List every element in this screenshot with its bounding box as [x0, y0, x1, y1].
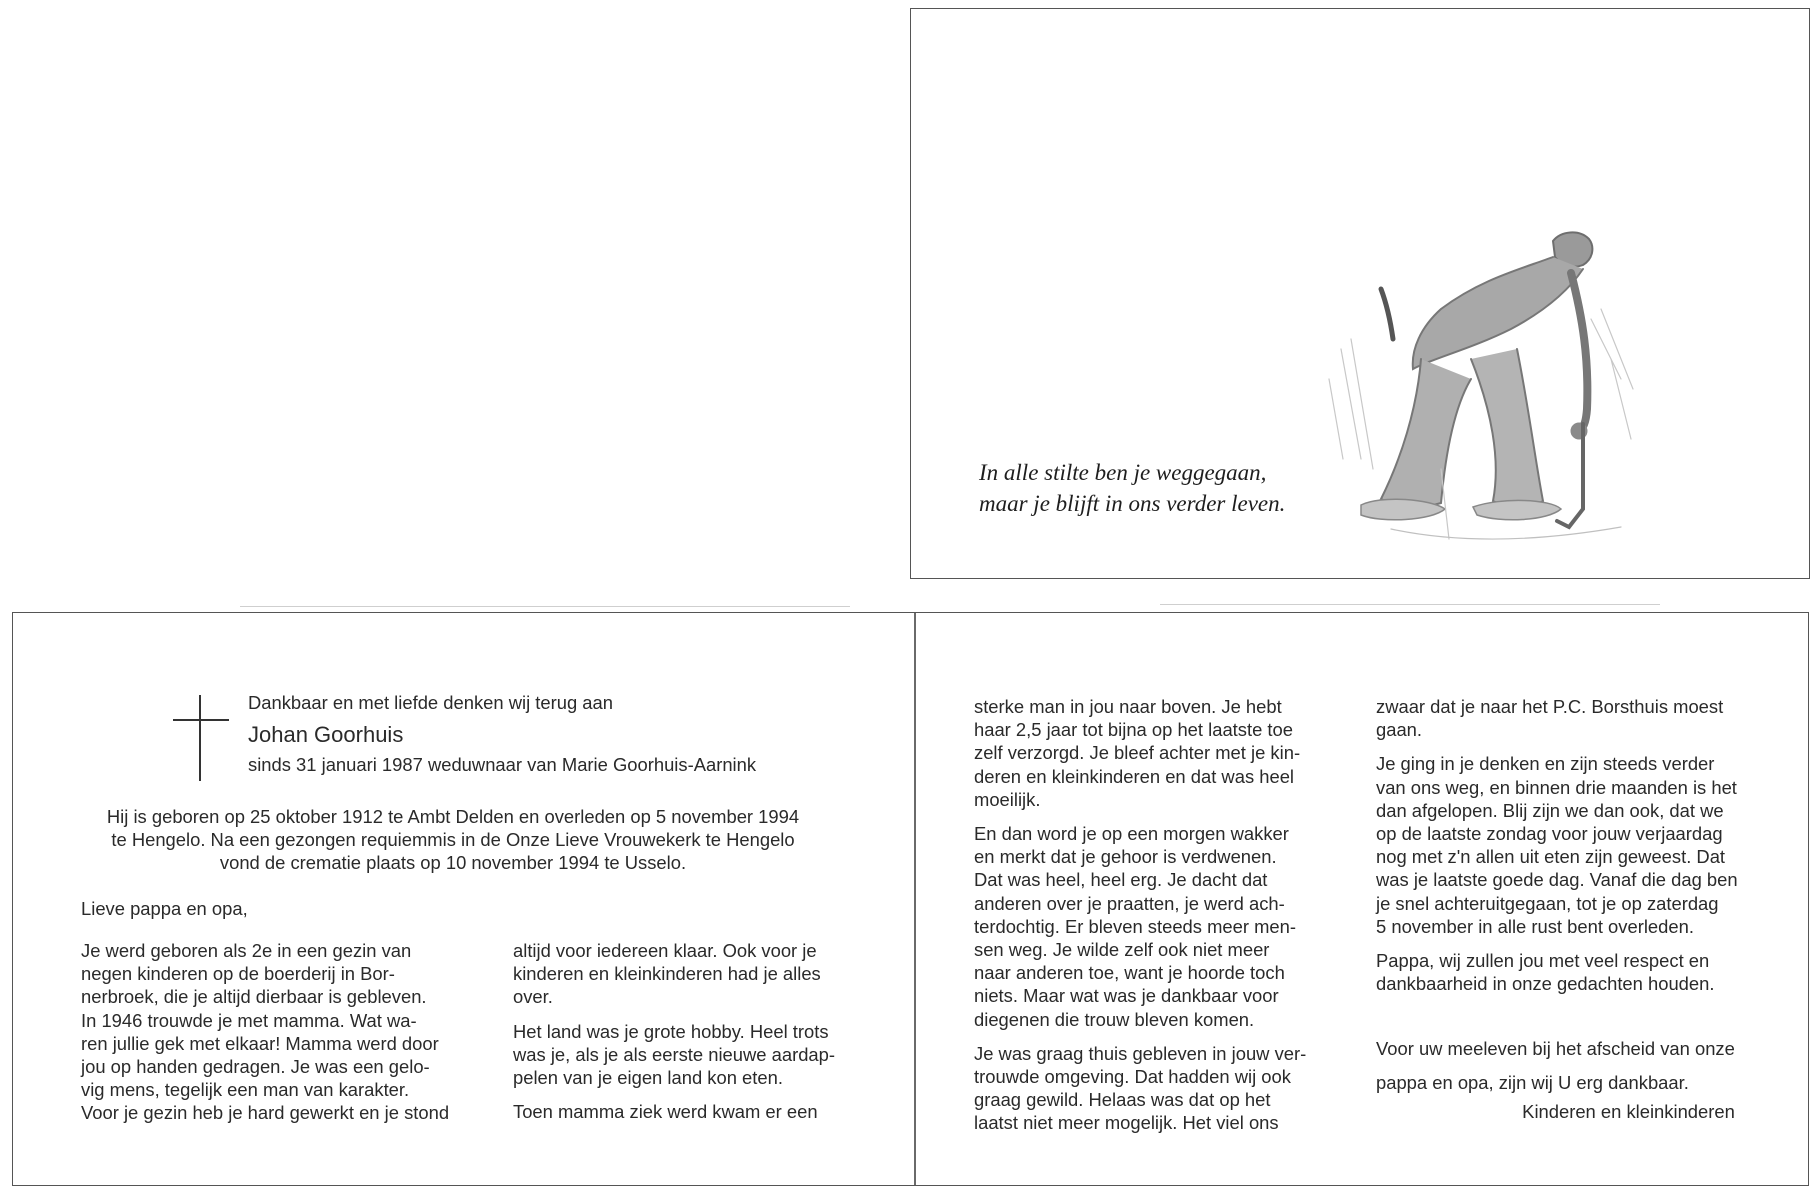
poem-line: maar je blijft in ons verder leven.: [979, 491, 1286, 516]
text-line: deren en kleinkinderen en dat was heel: [974, 765, 1295, 787]
text-line: nerbroek, die je altijd dierbaar is gebleven.: [81, 986, 427, 1008]
text-line: zwaar dat je naar het P.C. Borsthuis moest: [1376, 696, 1724, 717]
paragraph: [513, 1100, 835, 1123]
text-line: Pappa, wij zullen jou met veel respect en: [1376, 950, 1710, 972]
cross-icon: [199, 695, 201, 781]
text-line: diegenen die trouw bleven komen.: [974, 1008, 1255, 1030]
paragraph: [513, 939, 835, 1009]
text-line: dan afgelopen. Blij zijn we dan ook, dat we: [1376, 799, 1724, 821]
paragraph: [1376, 752, 1738, 938]
text-line: kinderen en kleinkinderen had je alles: [513, 963, 821, 985]
text-column-4: [1376, 695, 1738, 995]
text-column-3: [974, 695, 1306, 1135]
text-line: zelf verzorgd. Je bleef achter met je kin-: [974, 742, 1301, 764]
text-line: anderen over je praatten, je werd ach-: [974, 892, 1285, 914]
text-line: nog met z'n allen uit eten zijn geweest. Dat: [1376, 846, 1726, 868]
text-line: was je, als je als eerste nieuwe aardap-: [513, 1043, 836, 1065]
deceased-name: Johan Goorhuis: [248, 722, 404, 747]
text-line: gaan.: [1376, 719, 1423, 741]
text-line: Je was graag thuis gebleven in jouw ver-: [974, 1042, 1307, 1064]
text-line: En dan word je op een morgen wakker: [974, 823, 1289, 845]
text-line: laatst niet meer mogelijk. Het viel ons: [974, 1112, 1279, 1134]
greeting: Lieve pappa en opa,: [81, 898, 248, 919]
text-line: jou op handen gedragen. Je was een gelo-: [81, 1056, 430, 1078]
text-line: over.: [513, 986, 553, 1008]
paragraph: [1376, 695, 1738, 741]
text-line: Dat was heel, heel erg. Je dacht dat: [974, 869, 1268, 891]
text-column-1: [81, 939, 449, 1125]
text-line: je snel achteruitgegaan, tot je op zaterdag: [1376, 892, 1719, 914]
text-line: trouwde omgeving. Dat hadden wij ook: [974, 1066, 1291, 1088]
card-front: [910, 8, 1810, 579]
header-intro: Dankbaar en met liefde denken wij terug aan: [248, 692, 613, 713]
text-line: was je laatste goede dag. Vanaf die dag ben: [1376, 869, 1738, 891]
text-line: moeilijk.: [974, 788, 1041, 810]
text-line: niets. Maar wat was je dankbaar voor: [974, 985, 1279, 1007]
text-line: In 1946 trouwde je met mamma. Wat wa-: [81, 1009, 417, 1031]
poem-line: In alle stilte ben je weggegaan,: [979, 460, 1267, 485]
text-line: altijd voor iedereen klaar. Ook voor je: [513, 940, 817, 961]
scan-line: [1160, 604, 1660, 605]
text-line: Je werd geboren als 2e in een gezin van: [81, 940, 412, 961]
cross-icon-bar: [173, 719, 229, 721]
signature: Kinderen en kleinkinderen: [1522, 1101, 1735, 1123]
text-line: vig mens, tegelijk een man van karakter.: [81, 1079, 410, 1101]
text-line: terdochtig. Er bleven steeds meer men-: [974, 915, 1296, 937]
paragraph: [1376, 949, 1738, 995]
text-line: en merkt dat je gehoor is verdwenen.: [974, 846, 1277, 868]
thanks-block: [1376, 1037, 1735, 1124]
text-line: Het land was je grote hobby. Heel trots: [513, 1020, 829, 1042]
text-line: Toen mamma ziek werd kwam er een: [513, 1101, 818, 1123]
biography: [73, 805, 833, 875]
text-line: naar anderen toe, want je hoorde toch: [974, 962, 1285, 984]
paragraph: [81, 939, 449, 1125]
poem: [979, 457, 1285, 519]
text-line: 5 november in alle rust bent overleden.: [1376, 915, 1694, 937]
paragraph: [974, 1042, 1306, 1135]
bio-line: Hij is geboren op 25 oktober 1912 te Ambt Delden en overleden op 5 november 1994: [106, 806, 800, 827]
text-line: haar 2,5 jaar tot bijna op het laatste toe: [974, 719, 1293, 741]
text-line: van ons weg, en binnen drie maanden is het: [1376, 776, 1737, 798]
text-line: sterke man in jou naar boven. Je hebt: [974, 696, 1282, 717]
card-inside: [12, 612, 1809, 1186]
text-line: ren jullie gek met elkaar! Mamma werd door: [81, 1032, 439, 1054]
scan-line: [240, 606, 850, 607]
bio-line: te Hengelo. Na een gezongen requiemmis in de Onze Lieve Vrouwekerk te Hengelo: [111, 829, 795, 851]
widower-line: sinds 31 januari 1987 weduwnaar van Marie Goorhuis-Aarnink: [248, 754, 757, 775]
bio-line: vond de crematie plaats op 10 november 1994 te Usselo.: [219, 852, 687, 874]
text-line: negen kinderen op de boerderij in Bor-: [81, 963, 395, 985]
text-line: sen weg. Je wilde zelf ook niet meer: [974, 939, 1270, 961]
text-line: dankbaarheid in onze gedachten houden.: [1376, 973, 1715, 995]
text-line: graag gewild. Helaas was dat op het: [974, 1089, 1271, 1111]
paragraph: [974, 822, 1306, 1031]
paragraph: [513, 1020, 835, 1090]
text-line: op de laatste zondag voor jouw verjaardag: [1376, 823, 1723, 845]
paragraph: [974, 695, 1306, 811]
memorial-header: [248, 691, 756, 777]
card-fold: [914, 613, 916, 1185]
text-line: Je ging in je denken en zijn steeds verder: [1376, 753, 1715, 775]
text-column-2: [513, 939, 835, 1123]
text-line: pelen van je eigen land kon eten.: [513, 1067, 783, 1089]
thanks-line: Voor uw meeleven bij het afscheid van onze: [1376, 1038, 1735, 1059]
farmer-sketch-icon: [1321, 209, 1651, 559]
text-line: Voor je gezin heb je hard gewerkt en je stond: [81, 1102, 450, 1124]
thanks-line: pappa en opa, zijn wij U erg dankbaar.: [1376, 1072, 1689, 1094]
